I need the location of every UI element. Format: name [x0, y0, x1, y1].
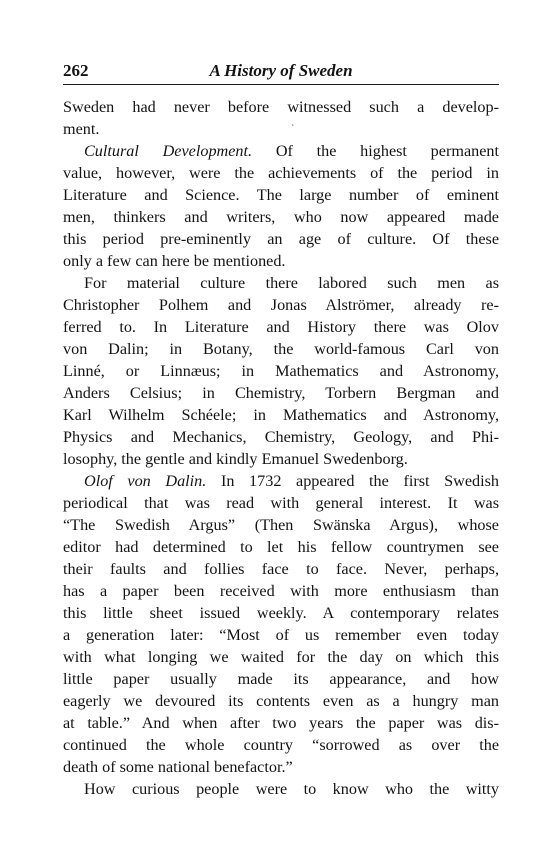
- text-line: “The Swedish Argus” (Then Swänska Argus), whose: [63, 516, 499, 534]
- text-line: For material culture there labored such men as: [84, 274, 499, 292]
- text-line: ment.: [63, 120, 100, 138]
- text-line: ferred to. In Literature and History there was Olov: [63, 318, 499, 336]
- text-line: Anders Celsius; in Chemistry, Torbern Bergman and: [63, 384, 499, 402]
- text-line: losophy, the gentle and kindly Emanuel Swedenborg.: [63, 450, 408, 468]
- body-text: [63, 96, 499, 800]
- text-line: [63, 140, 499, 162]
- text-line: How curious people were to know who the witty: [84, 780, 499, 798]
- running-head: [63, 62, 499, 85]
- text-line: their faults and follies face to face. Never, perhaps,: [63, 560, 499, 578]
- running-title: A History of Sweden: [209, 61, 353, 80]
- text-line: little paper usually made its appearance, and how: [63, 670, 499, 688]
- text-line: has a paper been received with more enthusiasm than: [63, 582, 499, 600]
- print-mark: `: [291, 124, 295, 135]
- text-line: this period pre-eminently an age of culture. Of these: [63, 230, 499, 248]
- text-line: at table.” And when after two years the paper was dis-: [63, 714, 499, 732]
- text-line: periodical that was read with general interest. It was: [63, 494, 499, 512]
- text-line: this little sheet issued weekly. A contemporary relates: [63, 604, 499, 622]
- side-heading: Cultural Development.: [84, 142, 253, 160]
- text-line: Sweden had never before witnessed such a develop-: [63, 98, 499, 116]
- text-line: Physics and Mechanics, Chemistry, Geology, and Phi-: [63, 428, 499, 446]
- text-run: In 1732 appeared the first Swedish: [220, 472, 500, 490]
- text-line: von Dalin; in Botany, the world-famous Carl von: [63, 340, 499, 358]
- text-line: a generation later: “Most of us remember even today: [63, 626, 499, 644]
- text-line: only a few can here be mentioned.: [63, 252, 286, 270]
- text-line: Christopher Polhem and Jonas Alströmer, already re-: [63, 296, 499, 314]
- text-line: death of some national benefactor.”: [63, 758, 293, 776]
- text-line: continued the whole country “sorrowed as over the: [63, 736, 499, 754]
- text-run: Of the highest permanent: [275, 142, 499, 160]
- text-line: Literature and Science. The large number of eminent: [63, 186, 499, 204]
- text-line: value, however, were the achievements of the period in: [63, 164, 499, 182]
- text-line: editor had determined to let his fellow countrymen see: [63, 538, 499, 556]
- text-line: Linné, or Linnæus; in Mathematics and Astronomy,: [63, 362, 499, 380]
- text-line: Karl Wilhelm Schéele; in Mathematics and Astronomy,: [63, 406, 499, 424]
- text-line: [63, 470, 499, 492]
- side-heading: Olof von Dalin.: [84, 472, 207, 490]
- text-line: with what longing we waited for the day on which this: [63, 648, 499, 666]
- text-line: eagerly we devoured its contents even as a hungry man: [63, 692, 499, 710]
- page-number: 262: [63, 61, 89, 80]
- text-line: men, thinkers and writers, who now appeared made: [63, 208, 499, 226]
